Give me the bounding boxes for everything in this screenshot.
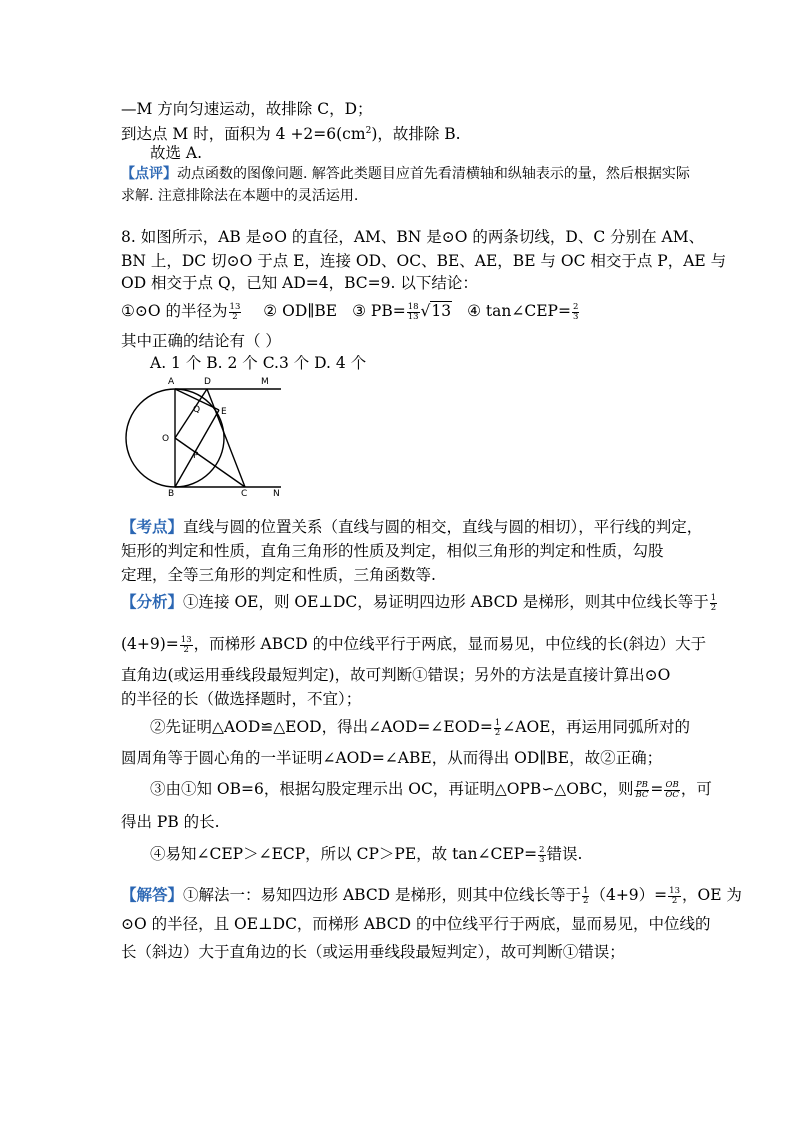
text-line: 故选 A.: [150, 144, 203, 162]
text-line: 到达点 M 时，面积为 $4 +2=6(cm^2)$，故排除 B.: [121, 125, 461, 144]
fraction: $\frac{1}{2}$: [494, 717, 501, 738]
fraction: $\frac{13}{2}$: [180, 634, 192, 655]
analysis-line: ④易知∠CEP＞∠ECP，所以 CP＞PE，故 tan∠CEP= $\frac{2}{3}$ 错误.: [150, 844, 583, 865]
label-m: M: [261, 377, 269, 387]
analysis-line: ②先证明△AOD≌△EOD，得出∠AOD=∠EOD= $\frac{1}{2}$ ∠AOE，再运用同弧所对的: [150, 717, 690, 738]
fraction: $\frac{18}{13}$: [407, 301, 419, 322]
knowledge-tag: 【考点】: [121, 517, 184, 536]
segment-oc: [175, 438, 245, 487]
label-n: N: [273, 489, 280, 499]
analysis-line: 直角边(或运用垂线段最短判定)，故可判断①错误；另外的方法是直接计算出⊙O: [121, 666, 671, 684]
fraction: $\frac{2}{3}$: [572, 301, 579, 322]
label-e: E: [221, 407, 227, 417]
question-line: OD 相交于点 Q，已知 AD=4，BC=9. 以下结论：: [121, 274, 478, 292]
analysis-line: ③由①知 OB=6，根据勾股定理示出 OC，再证明△OPB∽△OBC，则 $\frac{PB}{BC}$ = $\frac{OB}{OC}$ ，可: [150, 779, 712, 800]
fraction: $\frac{2}{3}$: [539, 844, 545, 865]
label-q: Q: [193, 405, 201, 415]
fraction: $\frac{PB}{BC}$: [635, 779, 649, 800]
analysis-line: 的半径的长（做选择题时，不宜）；: [121, 690, 362, 708]
sqrt: √13: [420, 302, 452, 320]
tangent-dc: [207, 389, 245, 487]
fraction: $\frac{13}{2}$: [229, 301, 241, 322]
conclusions-line: ①⊙O 的半径为 $\frac{13}{2}$ ② OD∥BE ③ PB= $\frac{18}{13}$ √13 ④ tan∠CEP= $\frac{2}{3}$: [121, 301, 579, 322]
options-line: A. 1 个 B. 2 个 C.3 个 D. 4 个: [150, 354, 367, 372]
knowledge-line: 【考点】直线与圆的位置关系（直线与圆的相交，直线与圆的相切），平行线的判定，: [121, 517, 703, 536]
analysis-line: 得出 PB 的长.: [121, 813, 220, 831]
question-line: BN 上，DC 切⊙O 于点 E，连接 OD、OC、BE、AE，BE 与 OC 相交于点 P，AE 与: [121, 252, 727, 270]
label-b: B: [168, 489, 175, 499]
knowledge-line: 定理，全等三角形的判定和性质，三角函数等.: [121, 566, 436, 584]
label-p: P: [193, 451, 199, 461]
answer-line: ⊙O 的半径，且 OE⊥DC，而梯形 ABCD 的中位线平行于两底，显而易见，中位线的: [121, 915, 711, 933]
answer-line: 长（斜边）大于直角边的长（或运用垂线段最短判定），故可判断①错误；: [121, 943, 625, 961]
analysis-line: 【分析】①连接 OE，则 OE⊥DC，易证明四边形 ABCD 是梯形，则其中位线长等于 $\frac{1}{2}$: [121, 592, 717, 613]
segment-be: [175, 410, 219, 487]
answer-line: 【解答】①解法一：易知四边形 ABCD 是梯形，则其中位线长等于 $\frac{1}{2}$ （4+9）= $\frac{13}{2}$ ，OE 为: [121, 885, 742, 906]
comment-tag: 【点评】: [121, 166, 177, 182]
fraction: $\frac{OB}{OC}$: [665, 779, 679, 800]
comment-line: 【点评】动点函数的图像问题. 解答此类题目应首先看清横轴和纵轴表示的量，然后根据实际: [121, 166, 690, 182]
fraction: $\frac{1}{2}$: [583, 885, 589, 906]
fraction: $\frac{13}{2}$: [669, 885, 680, 906]
knowledge-line: 矩形的判定和性质，直角三角形的性质及判定，相似三角形的判定和性质，勾股: [121, 542, 664, 560]
label-o: O: [162, 434, 170, 444]
question-line: 8. 如图所示，AB 是⊙O 的直径，AM、BN 是⊙O 的两条切线，D、C 分别在 AM、: [121, 228, 705, 246]
question-line: 其中正确的结论有（ ）: [121, 332, 281, 350]
analysis-line: (4+9)= $\frac{13}{2}$ ，而梯形 ABCD 的中位线平行于两底，显而易见，中位线的长(斜边）大于: [121, 634, 707, 655]
label-c: C: [241, 489, 248, 499]
text-line: —M 方向匀速运动，故排除 C，D；: [121, 100, 373, 118]
comment-line: 求解. 注意排除法在本题中的灵活运用.: [121, 188, 359, 204]
analysis-tag: 【分析】: [121, 592, 184, 611]
answer-tag: 【解答】: [121, 885, 184, 904]
analysis-line: 圆周角等于圆心角的一半证明∠AOD=∠ABE，从而得出 OD∥BE，故②正确；: [121, 749, 663, 767]
geometry-figure: [121, 372, 296, 499]
fraction: $\frac{1}{2}$: [710, 592, 717, 613]
label-a: A: [168, 377, 175, 387]
label-d: D: [204, 377, 211, 387]
